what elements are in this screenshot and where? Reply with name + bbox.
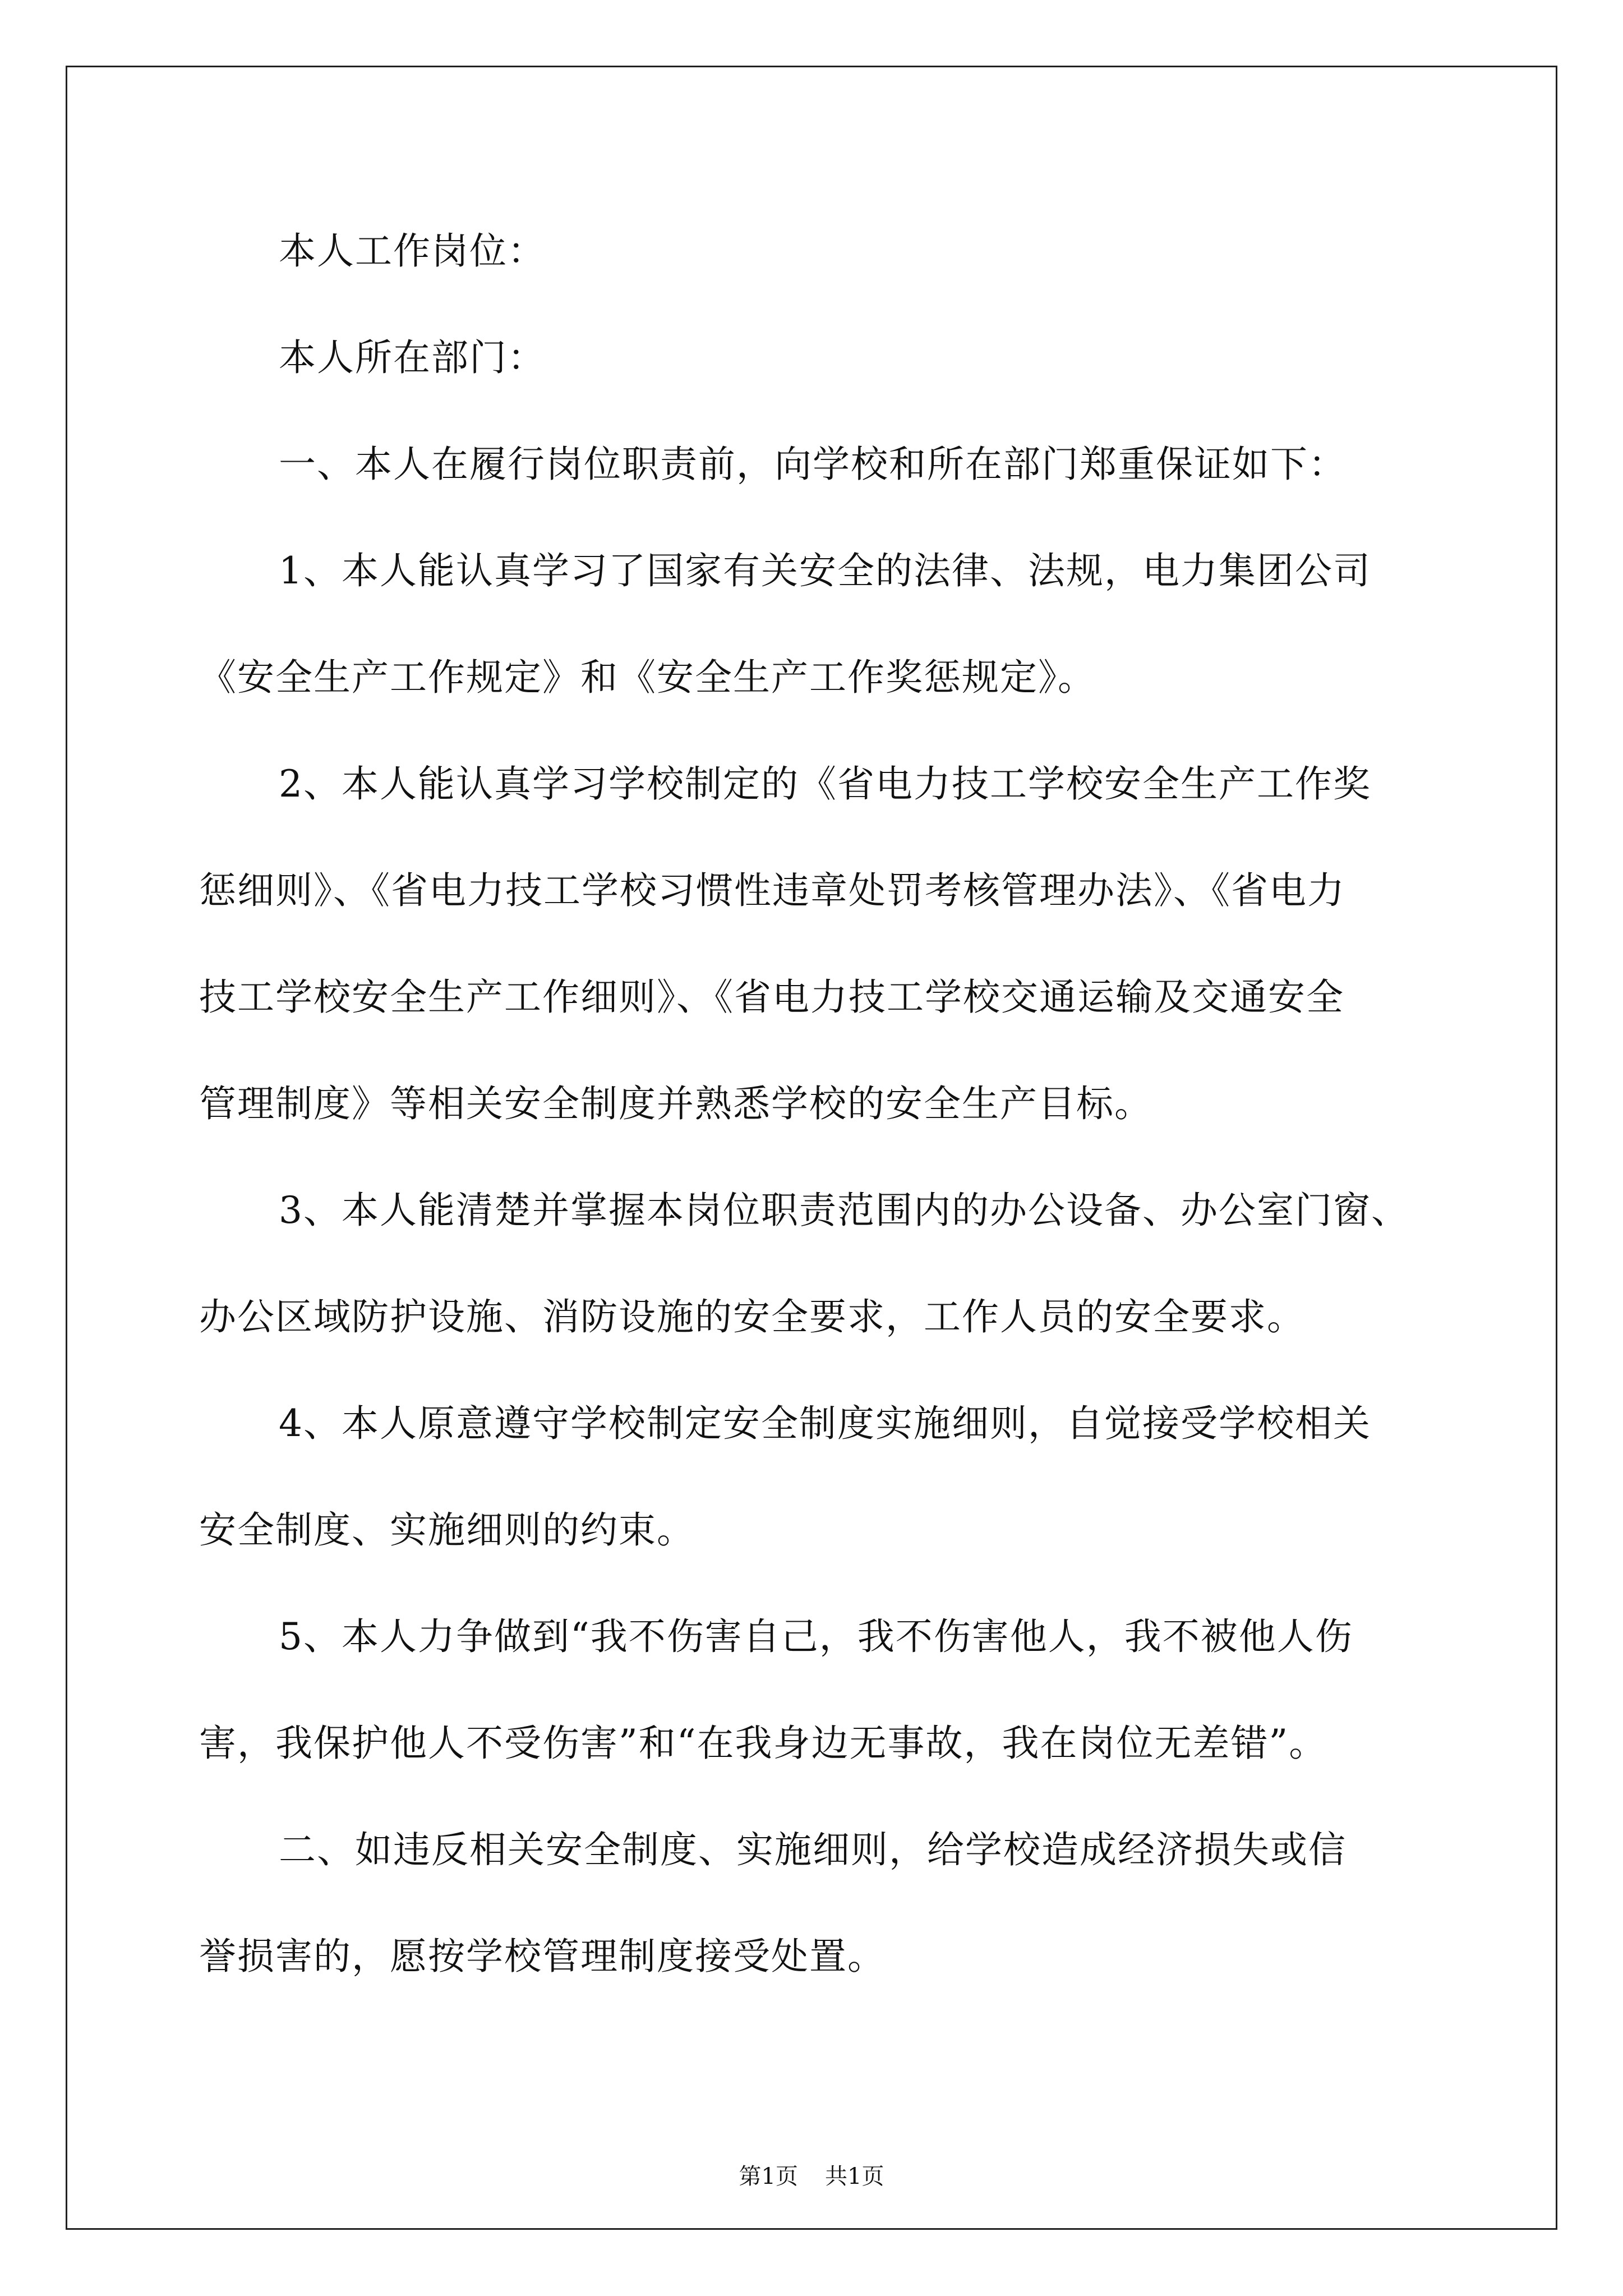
field-department: 本人所在部门： [279,336,546,379]
item-2-line-3: 技工学校安全生产工作细则》、《省电力技工学校交通运输及交通安全 [199,976,1344,1019]
item-5-line-1: 5、本人力争做到“我不伤害自己，我不伤害他人，我不被他人伤 [279,1615,1353,1658]
page-number: 第1页 [739,2164,798,2189]
item-1-line-1: 1、本人能认真学习了国家有关安全的法律、法规，电力集团公司 [279,549,1371,592]
item-2-line-1: 2、本人能认真学习学校制定的《省电力技工学校安全生产工作奖 [279,762,1371,806]
item-3-line-2: 办公区域防护设施、消防设施的安全要求，工作人员的安全要求。 [199,1295,1305,1338]
section-two-line-1: 二、如违反相关安全制度、实施细则，给学校造成经济损失或信 [279,1828,1347,1871]
item-2-line-2: 惩细则》、《省电力技工学校习惯性违章处罚考核管理办法》、《省电力 [199,869,1345,912]
item-3-line-1: 3、本人能清楚并掌握本岗位职责范围内的办公设备、办公室门窗、 [279,1189,1409,1232]
item-5-line-2: 害，我保护他人不受伤害”和“在我身边无事故，我在岗位无差错”。 [199,1722,1327,1765]
page-total: 共1页 [825,2164,884,2189]
item-4-line-2: 安全制度、实施细则的约束。 [199,1508,695,1552]
item-2-line-4: 管理制度》等相关安全制度并熟悉学校的安全生产目标。 [199,1082,1152,1125]
section-two-line-2: 誉损害的，愿按学校管理制度接受处置。 [199,1935,886,1978]
page-border [66,66,1557,2230]
section-one-heading: 一、本人在履行岗位职责前，向学校和所在部门郑重保证如下： [279,443,1347,486]
item-1-line-2: 《安全生产工作规定》和《安全生产工作奖惩规定》。 [199,656,1096,699]
page-footer [0,2162,1623,2191]
item-4-line-1: 4、本人原意遵守学校制定安全制度实施细则，自觉接受学校相关 [279,1402,1371,1445]
field-work-position: 本人工作岗位： [279,229,546,273]
